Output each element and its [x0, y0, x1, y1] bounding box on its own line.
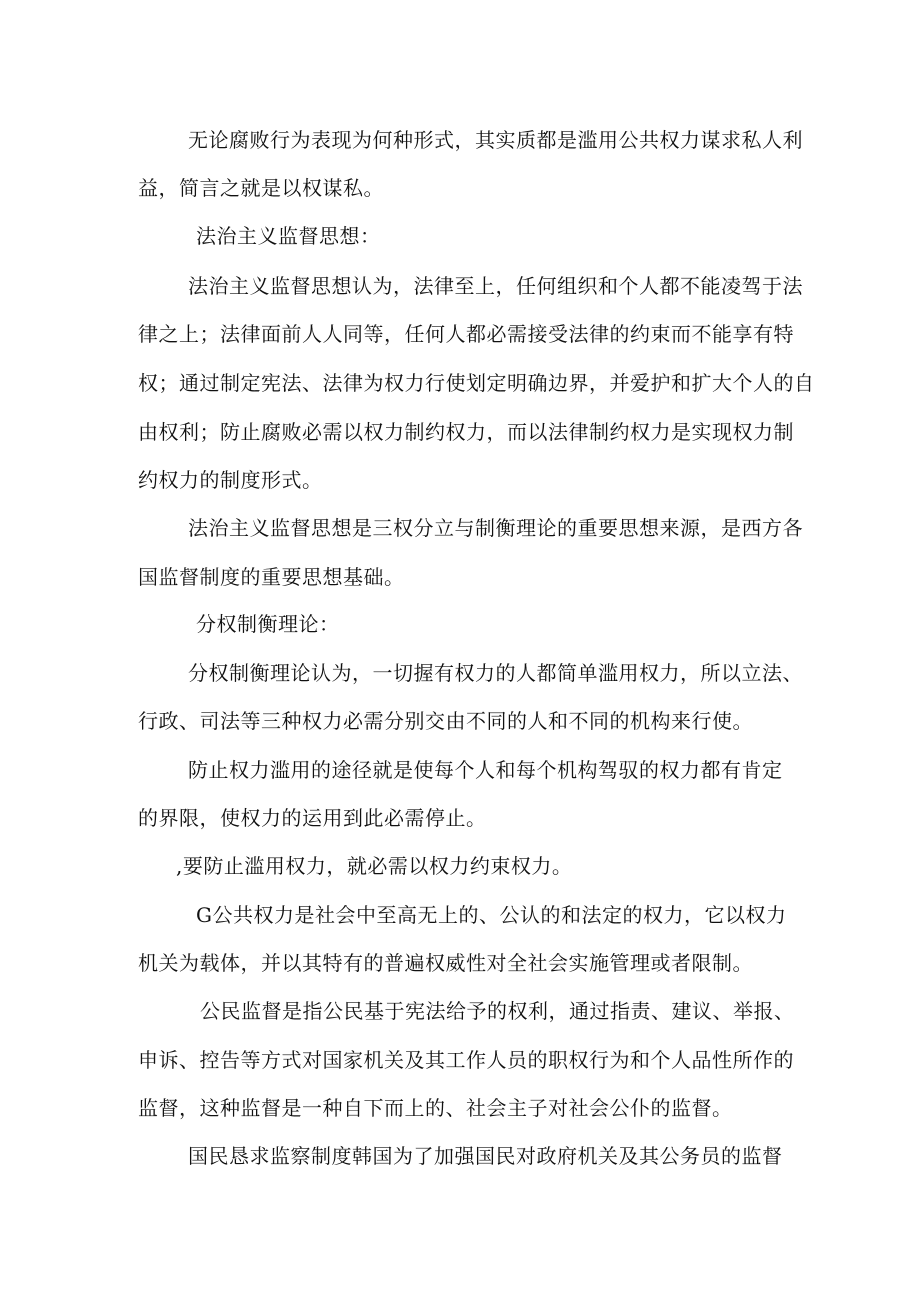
text-line-22: 国民恳求监察制度韩国为了加强国民对政府机关及其公务员的监督	[188, 1144, 783, 1168]
text-line-2: 益，简言之就是以权谋私。	[138, 176, 384, 200]
text-line-1: 无论腐败行为表现为何种形式，其实质都是滥用公共权力谋求私人利	[188, 128, 803, 152]
text-line-15: 的界限，使权力的运用到此必需停止。	[138, 806, 487, 830]
text-line-10: 国监督制度的重要思想基础。	[138, 565, 405, 589]
text-line-4: 法治主义监督思想认为，法律至上，任何组织和个人都不能凌驾于法	[188, 274, 803, 298]
text-line-14: 防止权力滥用的途径就是使每个人和每个机构驾驭的权力都有肯定	[188, 758, 783, 782]
text-line-12: 分权制衡理论认为，一切握有权力的人都简单滥用权力，所以立法、	[188, 661, 803, 685]
text-line-16: ,要防止滥用权力，就必需以权力约束权力。	[176, 854, 573, 878]
section-heading-rule-of-law: 法治主义监督思想：	[196, 224, 381, 248]
text-line-19: 公民监督是指公民基于宪法给予的权利，通过指责、建议、举报、	[200, 999, 795, 1023]
text-line-7: 由权利；防止腐败必需以权力制约权力，而以法律制约权力是实现权力制	[138, 420, 794, 444]
text-line-6: 权；通过制定宪法、法律为权力行使划定明确边界，并爱护和扩大个人的自	[138, 371, 815, 395]
text-line-18: 机关为载体，并以其特有的普遍权威性对全社会实施管理或者限制。	[138, 951, 753, 975]
text-line-13: 行政、司法等三种权力必需分别交由不同的人和不同的机构来行使。	[138, 709, 753, 733]
text-line-5: 律之上；法律面前人人同等，任何人都必需接受法律的约束而不能享有特	[138, 322, 794, 346]
text-line-17: G公共权力是社会中至高无上的、公认的和法定的权力，它以权力	[196, 903, 787, 927]
text-line-9: 法治主义监督思想是三权分立与制衡理论的重要思想来源，是西方各	[188, 516, 803, 540]
section-heading-separation-of-powers: 分权制衡理论：	[196, 612, 340, 636]
text-line-21: 监督，这种监督是一种自下而上的、社会主子对社会公仆的监督。	[138, 1096, 733, 1120]
text-line-8: 约权力的制度形式。	[138, 468, 323, 492]
text-line-20: 申诉、控告等方式对国家机关及其工作人员的职权行为和个人品性所作的	[138, 1048, 794, 1072]
